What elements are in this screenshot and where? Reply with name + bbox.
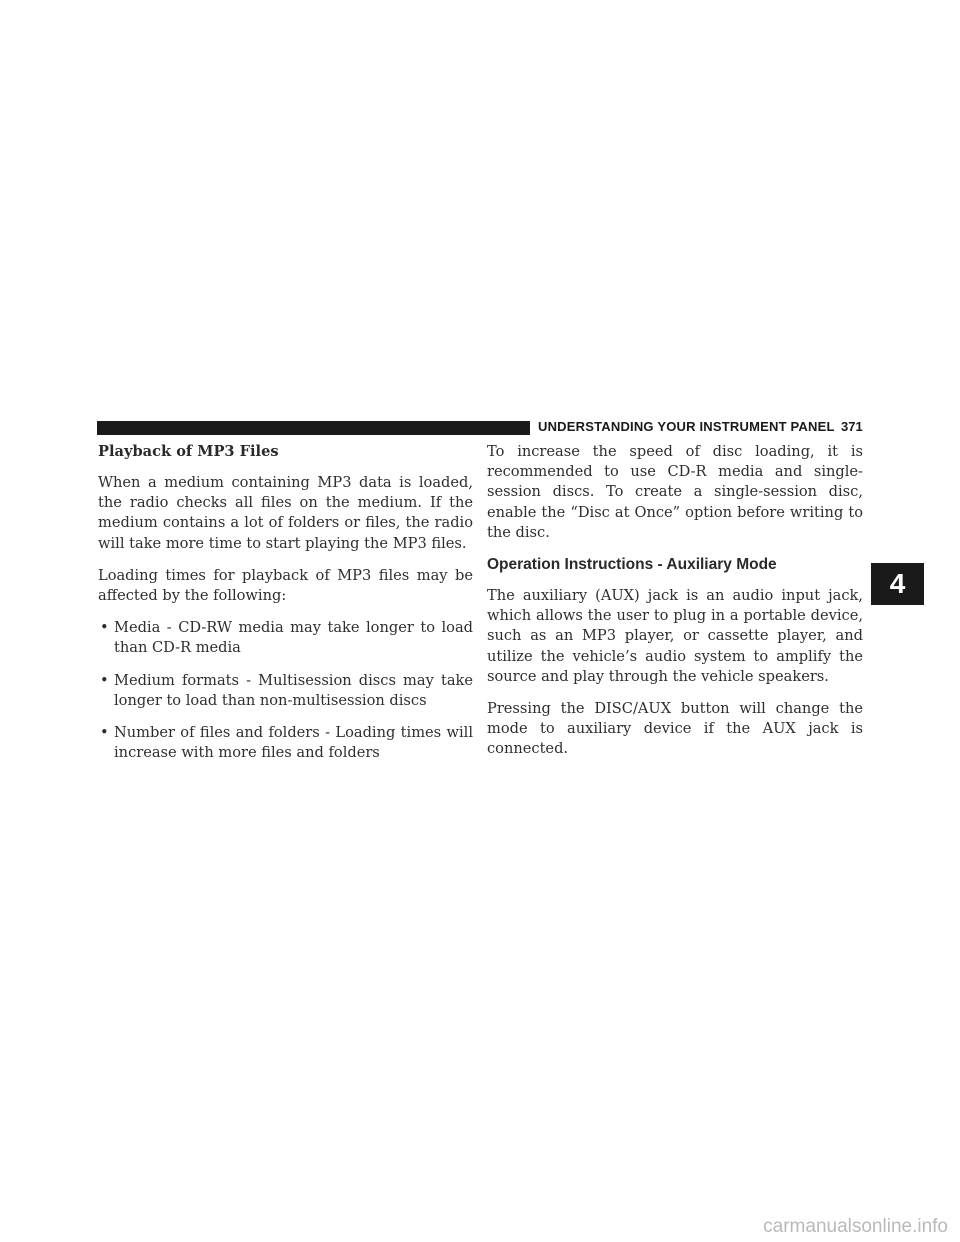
right-column xyxy=(487,442,863,772)
bullet-icon: • xyxy=(100,724,109,742)
bullet-icon: • xyxy=(100,671,109,689)
left-column xyxy=(98,442,473,775)
list-item-text: Media - CD-RW media may take longer to load than CD-R media xyxy=(114,619,473,657)
list-item xyxy=(98,671,473,711)
bullet-icon: • xyxy=(100,619,109,637)
watermark: carmanualsonline.info xyxy=(763,1216,948,1237)
header-rule xyxy=(97,421,530,435)
paragraph: Loading times for playback of MP3 files may be affected by the following: xyxy=(98,566,473,605)
list-item xyxy=(98,723,473,763)
page-number: 371 xyxy=(841,419,863,434)
chapter-tab: 4 xyxy=(871,563,924,605)
list-item xyxy=(98,618,473,658)
loading-factors-list xyxy=(98,618,473,763)
mp3-playback-heading: Playback of MP3 Files xyxy=(98,443,279,460)
auxiliary-mode-heading: Operation Instructions - Auxiliary Mode xyxy=(487,556,777,574)
list-item-text: Number of files and folders - Loading times will increase with more files and folders xyxy=(114,724,473,762)
section-title: UNDERSTANDING YOUR INSTRUMENT PANEL xyxy=(538,419,835,434)
paragraph: To increase the speed of disc loading, it is recommended to use CD-R media and single-session discs. To create a single-session disc, enable the “Disc at Once” option before writing to the disc. xyxy=(487,443,863,541)
paragraph: The auxiliary (AUX) jack is an audio input jack, which allows the user to plug in a portable device, such as an MP3 player, or cassette player, and utilize the vehicle’s audio system to amplify the source and play through the vehicle speakers. xyxy=(487,587,863,685)
list-item-text: Medium formats - Multisession discs may take longer to load than non-multisession discs xyxy=(114,671,473,709)
paragraph: Pressing the DISC/AUX button will change the mode to auxiliary device if the AUX jack is connected. xyxy=(487,700,863,758)
paragraph: When a medium containing MP3 data is loaded, the radio checks all files on the medium. If the medium contains a lot of folders or files, the radio will take more time to start playing the MP3 files. xyxy=(98,474,473,552)
